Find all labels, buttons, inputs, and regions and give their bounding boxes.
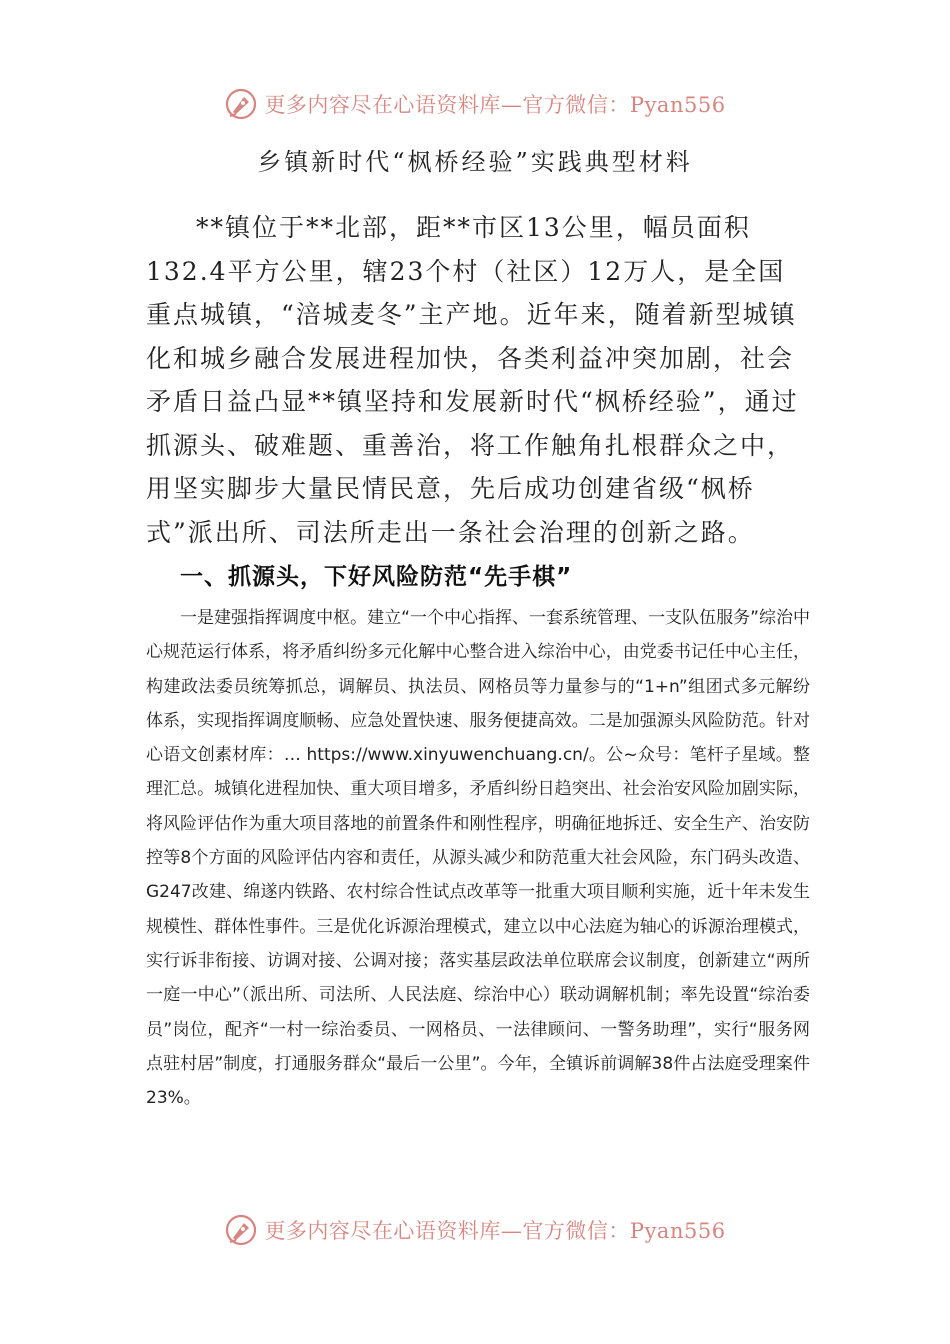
section-body-paragraph: 一是建强指挥调度中枢。建立“一个中心指挥、一套系统管理、一支队伍服务”综治中心规范运行体系，将矛盾纠纷多元化解中心整合进入综治中心，由党委书记任中心主任，构建政法委员统筹抓总，调解员、执法员、网格员等力量参与的“1+n”组团式多元解纷体系，实现指挥调度顺畅、应急处置快速、服务便捷高效。二是加强源头风险防范。针对心语文创素材库：… https://www.xinyuwenchuang.cn/。公~众号：笔杆子星域。整理汇总。城镇化进程加快、重大项目增多，矛盾纠纷日趋突出、社会治安风险加剧实际，将风险评估作为重大项目落地的前置条件和刚性程序，明确征地拆迁、安全生产、治安防控等8个方面的风险评估内容和责任，从源头减少和防范重大社会风险，东门码头改造、G247改建、绵遂内铁路、农村综合性试点改革等一批重大项目顺利实施，近十年未发生规模性、群体性事件。三是优化诉源治理模式，建立以中心法庭为轴心的诉源治理模式，实行诉非衔接、访调对接、公调对接；落实基层政法单位联席会议制度，创新建立“两所一庭一中心”（派出所、司法所、人民法庭、综治中心）联动调解机制；率先设置“综治委员”岗位，配齐“一村一综治委员、一网格员、一法律顾问、一警务助理”，实行“服务网点驻村居”制度，打通服务群众“最后一公里”。今年，全镇诉前调解38件占法庭受理案件23%。 bbox=[146, 608, 810, 1109]
document-title: 乡镇新时代“枫桥经验”实践典型材料 bbox=[257, 148, 693, 176]
intro-paragraph: **镇位于**北部，距**市区13公里，幅员面积132.4平方公里，辖23个村（社区）12万人，是全国重点城镇，“涪城麦冬”主产地。近年来，随着新型城镇化和城乡融合发展进程加快，各类利益冲突加剧，社会矛盾日益凸显**镇坚持和发展新时代“枫桥经验”，通过抓源头、破难题、重善治，将工作触角扎根群众之中，用坚实脚步大量民情民意，先后成功创建省级“枫桥式”派出所、司法所走出一条社会治理的创新之路。 bbox=[146, 213, 799, 547]
pen-nib-logo-icon bbox=[224, 1213, 258, 1247]
pen-nib-logo-icon bbox=[224, 87, 258, 121]
section-heading: 一、抓源头，下好风险防范“先手棋” bbox=[180, 564, 573, 590]
watermark-text: 更多内容尽在心语资料库—官方微信：Pyan556 bbox=[264, 1219, 726, 1243]
watermark-text: 更多内容尽在心语资料库—官方微信：Pyan556 bbox=[264, 93, 726, 117]
watermark-footer bbox=[0, 1210, 950, 1250]
watermark-header bbox=[0, 84, 950, 124]
